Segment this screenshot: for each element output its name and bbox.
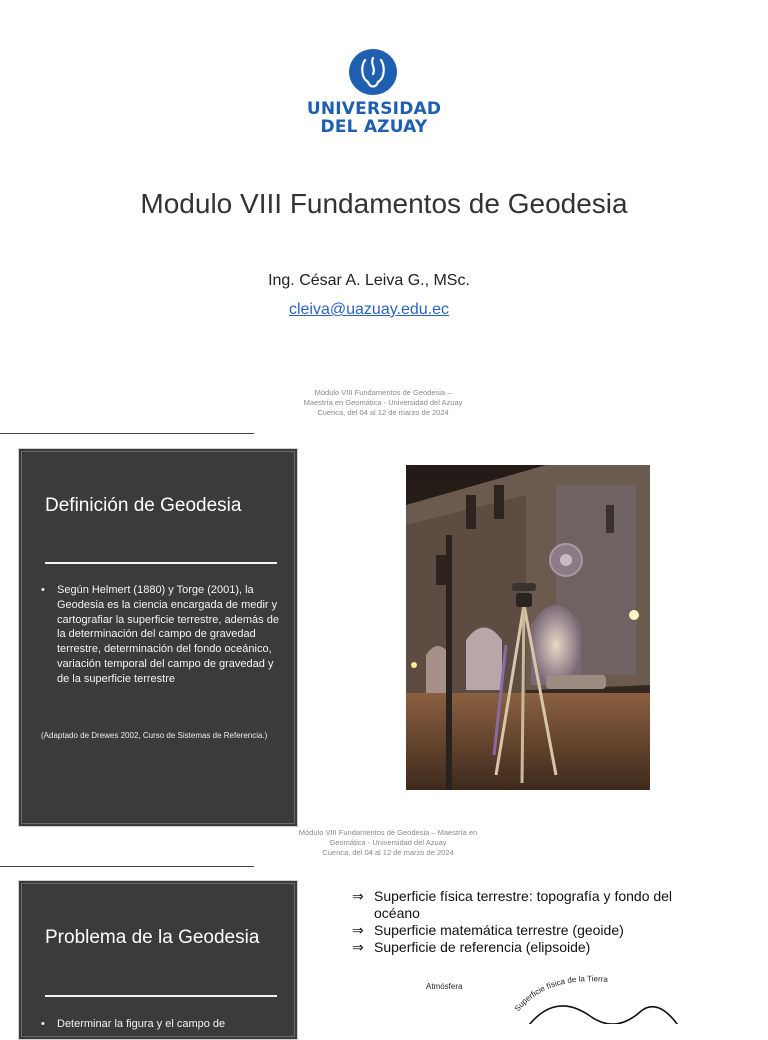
bullet-dot: • bbox=[41, 584, 45, 596]
footer-line: Maestría en Geomática - Universidad del Azuay bbox=[303, 398, 463, 407]
slide-bullet bbox=[41, 1017, 281, 1031]
university-logo-emblem bbox=[348, 48, 398, 96]
list-item-text: Superficie matemática terrestre (geoide) bbox=[374, 922, 624, 938]
bullet-text: Según Helmert (1880) y Torge (2001), la Geodesia es la ciencia encargada de medir y cartografiar la superficie terrestre, además de la determinación del campo de gravedad terrestre, determinación del fondo oceánico, variación temporal del campo de gravedad y de la superficie terrestre bbox=[57, 584, 279, 685]
slide-problem-card bbox=[18, 880, 298, 1040]
list-item-text: Superficie de referencia (elipsoide) bbox=[374, 939, 591, 955]
implies-arrow: ⇒ bbox=[352, 922, 364, 938]
atmosphere-label: Atmósfera bbox=[426, 982, 463, 991]
list-item bbox=[352, 888, 712, 922]
university-logo-text bbox=[300, 100, 448, 136]
implies-arrow: ⇒ bbox=[352, 888, 364, 904]
author-name: Ing. César A. Leiva G., MSc. bbox=[268, 272, 470, 289]
footer-line: Cuenca, del 04 al 12 de marzo de 2024 bbox=[317, 408, 449, 417]
slide-title: Problema de la Geodesia bbox=[45, 927, 260, 948]
list-item-text: Superficie física terrestre: topografía y fondo del océano bbox=[374, 888, 673, 921]
terrain-curve bbox=[520, 1006, 680, 1024]
title-underline bbox=[45, 995, 277, 997]
list-item bbox=[352, 939, 712, 956]
slide-title: Definición de Geodesia bbox=[45, 495, 242, 516]
logo-line2: DEL AZUAY bbox=[320, 117, 428, 137]
earth-surfaces-diagram bbox=[400, 968, 710, 1024]
curve-label: Superficie física de la Tierra bbox=[512, 974, 609, 1014]
page-divider bbox=[0, 433, 254, 434]
footer-line: Módulo VIII Fundamentos de Geodesia – Maestría en bbox=[298, 828, 478, 837]
slide-bullet bbox=[41, 583, 281, 687]
slide-footer bbox=[228, 828, 548, 858]
footer-line: Geomática - Universidad del Azuay bbox=[329, 838, 447, 847]
title-underline bbox=[45, 562, 277, 564]
page-divider bbox=[0, 866, 254, 867]
surfaces-list bbox=[352, 888, 712, 956]
footer-line: Módulo VIII Fundamentos de Geodesia – bbox=[314, 388, 452, 397]
logo-line1: UNIVERSIDAD bbox=[306, 99, 442, 119]
bullet-text: Determinar la figura y el campo de bbox=[57, 1018, 226, 1030]
implies-arrow: ⇒ bbox=[352, 939, 364, 955]
document-title: Modulo VIII Fundamentos de Geodesia bbox=[140, 188, 628, 219]
source-note: (Adaptado de Drewes 2002, Curso de Sistemas de Referencia.) bbox=[41, 731, 268, 740]
list-item bbox=[352, 922, 712, 939]
slide-definition-card bbox=[18, 448, 298, 827]
author-email-link[interactable]: cleiva@uazuay.edu.ec bbox=[288, 301, 450, 318]
bullet-dot: • bbox=[41, 1018, 45, 1030]
slide-footer bbox=[223, 388, 543, 418]
footer-line: Cuenca, del 04 al 12 de marzo de 2024 bbox=[322, 848, 454, 857]
night-photo-cathedral-gps bbox=[406, 465, 650, 790]
